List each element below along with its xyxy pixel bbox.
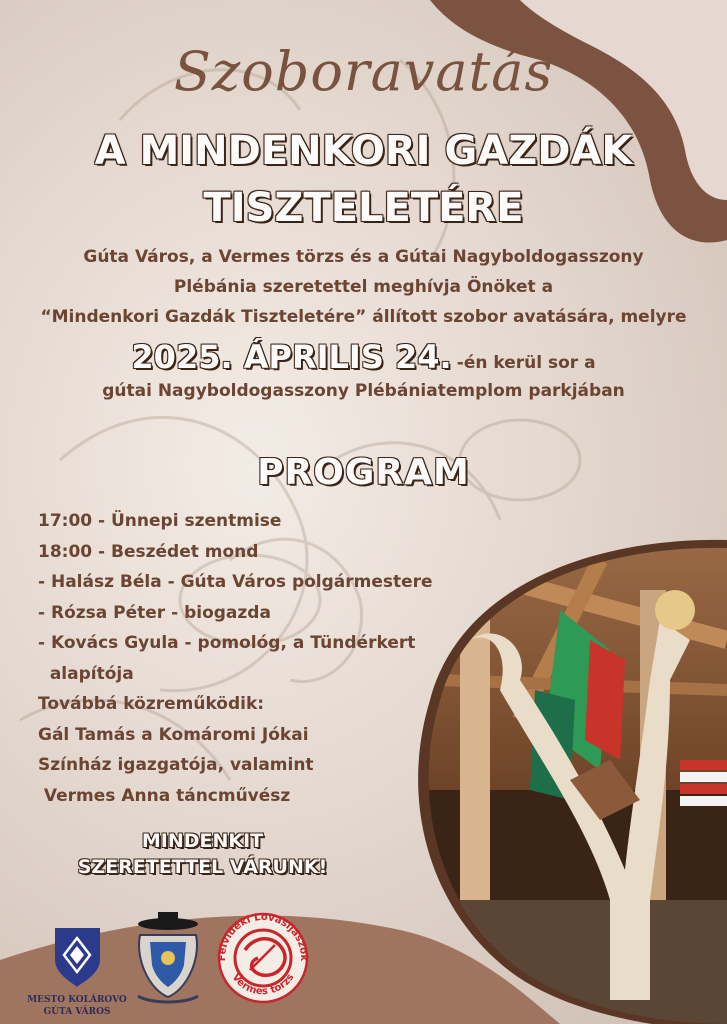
closing-line2: SZERETETTEL VÁRUNK!: [77, 856, 328, 878]
program-heading: PROGRAM: [257, 452, 470, 493]
intro-line: Gúta Város, a Vermes törzs és a Gútai Nagyboldogasszony: [83, 247, 644, 267]
closing-line1: MINDENKIT: [141, 830, 264, 852]
city-logo-line2: GÚTA VÁROS: [43, 1007, 111, 1017]
program-item: 18:00 - Beszédet mond: [38, 541, 259, 562]
program-item: - Rózsa Péter - biogazda: [38, 602, 271, 623]
city-logo-line1: MESTO KOLÁROVO: [27, 995, 127, 1005]
main-title-line1: A MINDENKORI GAZDÁK: [94, 128, 633, 174]
program-item: Színház igazgatója, valamint: [38, 755, 314, 775]
statue-photo: [420, 540, 727, 1024]
program-item: - Halász Béla - Gúta Város polgármestere: [38, 572, 433, 592]
closing-message: [20, 828, 385, 880]
main-title-line2: TISZTELETÉRE: [203, 185, 524, 231]
riders-logo-top-text: Felvidéki Lovasíjászok: [216, 911, 310, 962]
intro-line: “Mindenkori Gazdák Tiszteletére” állított szobor avatására, melyre: [40, 307, 687, 327]
program-item: - Kovács Gyula - pomológ, a Tündérkert: [38, 633, 416, 653]
invitation-text: [30, 242, 697, 332]
program-item: Vermes Anna táncművész: [38, 785, 291, 806]
program-list: [38, 506, 438, 811]
date-line: [0, 338, 727, 376]
intro-line: Plébánia szeretettel meghívja Önöket a: [173, 277, 554, 297]
riders-logo-bottom-text: Vermes törzs: [229, 971, 297, 998]
program-item: Gál Tamás a Komáromi Jókai: [38, 724, 309, 745]
event-date: 2025. ÁPRILIS 24.: [131, 338, 452, 376]
event-location: gútai Nagyboldogasszony Plébániatemplom parkjában: [102, 381, 625, 401]
program-item: alapítója: [38, 663, 134, 684]
program-item: Továbbá közreműködik:: [38, 694, 265, 714]
riders-logo: [216, 911, 310, 1002]
program-item: 17:00 - Ünnepi szentmise: [38, 511, 282, 531]
event-date-suffix: -én kerül sor a: [456, 353, 596, 373]
script-title: Szoboravatás: [173, 40, 554, 103]
